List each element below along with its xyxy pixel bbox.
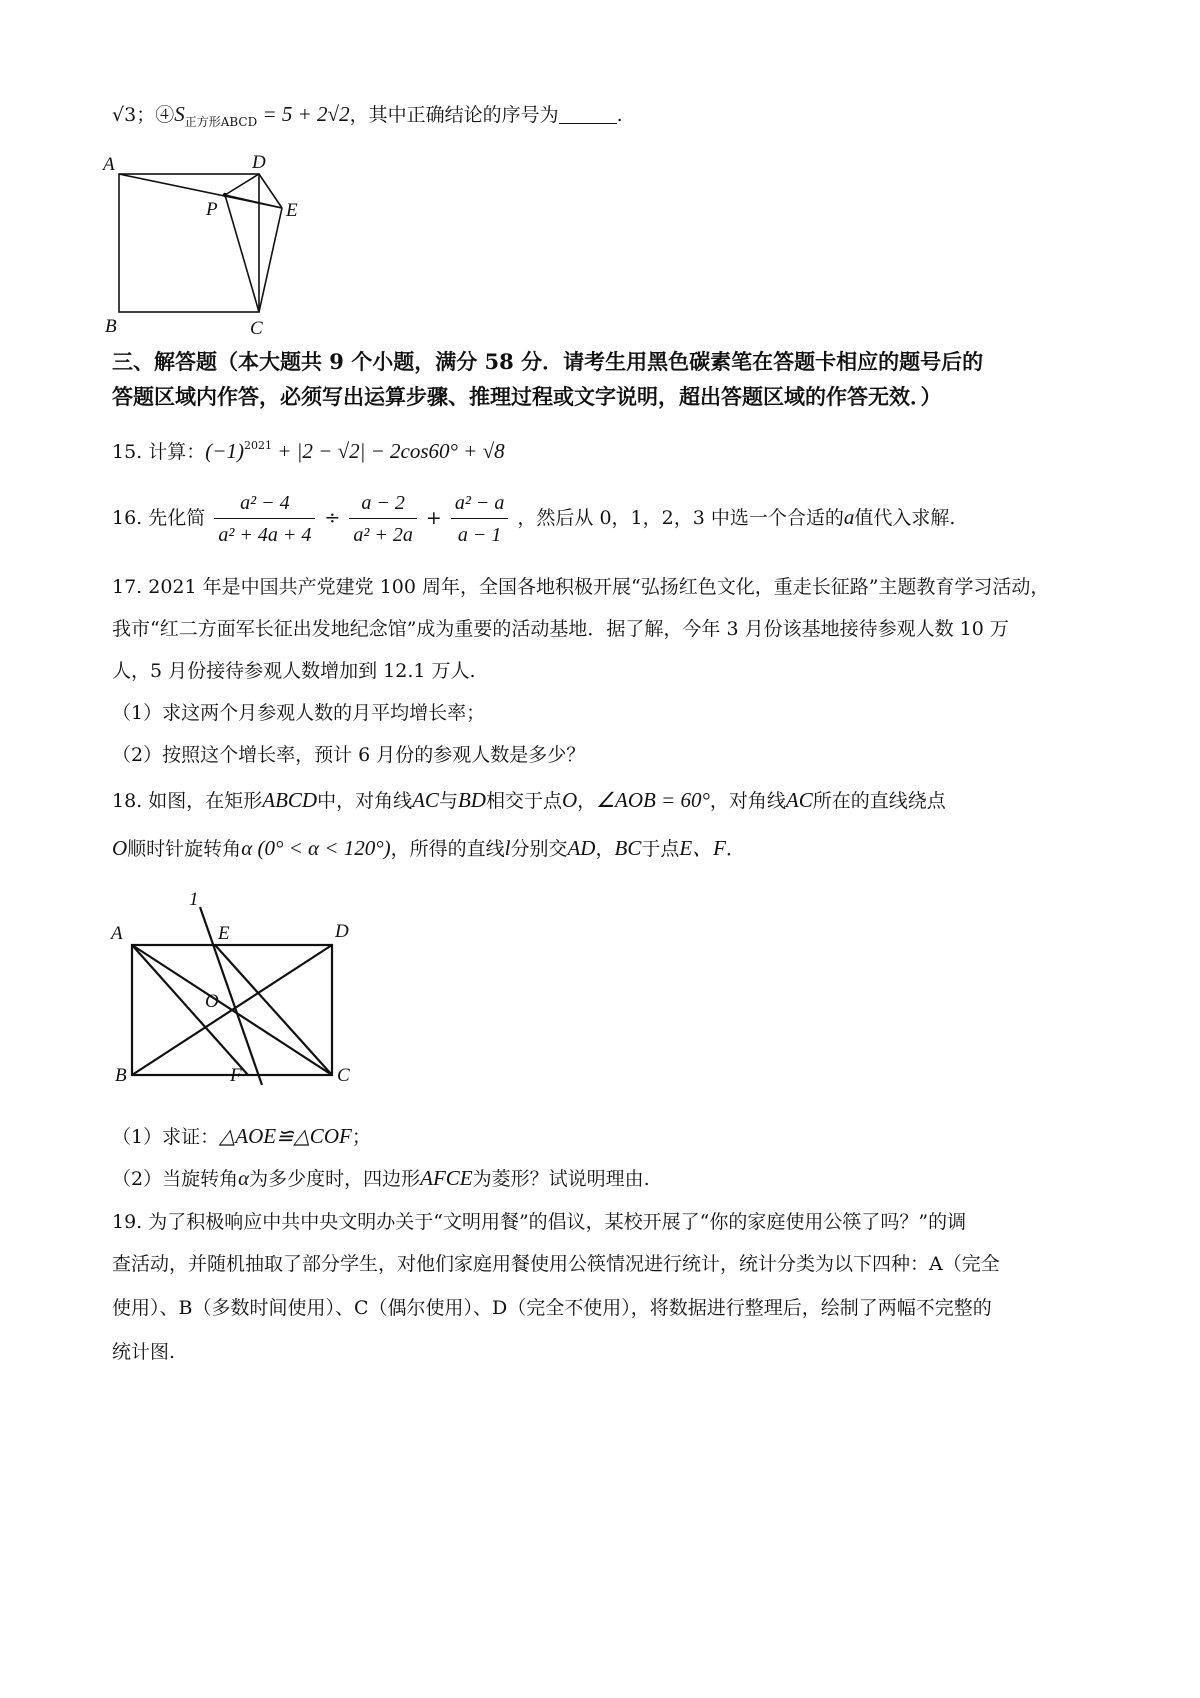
q18-part2: [112, 1164, 1102, 1193]
q16-fraction-3: [451, 490, 509, 548]
q18-point-o: O: [112, 836, 128, 860]
q18-text: 相交于点: [485, 790, 562, 812]
fig2-label-o: O: [205, 991, 219, 1012]
q18-part1-text: （1）求证：: [112, 1126, 220, 1148]
q17-line1: 17. 2021 年是中国共产党建党 100 周年，全国各地积极开展“弘扬红色文化，重走长征路”主题教育学习活动，: [112, 576, 1050, 598]
q15-expr-rest: + |2 − √2| − 2cos60° + √8: [271, 439, 505, 463]
q19-line3: 使用）、B（多数时间使用）、C（偶尔使用）、D（完全不使用），将数据进行整理后，绘制了两幅不完整的: [112, 1297, 992, 1319]
q18-angle-alpha: α: [238, 1166, 250, 1190]
fig2-label-a: A: [111, 923, 123, 944]
square-abcd: [119, 174, 259, 312]
fig1-label-d: D: [252, 152, 266, 173]
q17-part2: （2）按照这个增长率，预计 6 月份的参观人数是多少？: [112, 744, 586, 766]
fig2-label-e: E: [218, 923, 230, 944]
q16-fraction-3-numerator: a² − a: [451, 490, 509, 519]
q18-points-ef: E、F: [679, 836, 727, 860]
q14-lead: √3；④: [112, 104, 175, 126]
q16-fraction-3-denominator: a − 1: [457, 524, 502, 546]
q18-part2-end: 为菱形？试说明理由.: [472, 1168, 650, 1190]
fig2-label-d: D: [335, 921, 349, 942]
q14-question-text: ，其中正确结论的序号为: [349, 104, 559, 126]
q16-fraction-2-denominator: a² + 2a: [353, 524, 413, 546]
q18-diagonal-ac: AC: [785, 788, 813, 812]
q14-answer-blank[interactable]: [559, 105, 617, 124]
q16-prefix: 先化简: [148, 507, 206, 529]
q15-number: 15.: [112, 441, 143, 463]
q16-fraction-1-denominator: a² + 4a + 4: [218, 524, 312, 546]
q18-text: ，: [577, 790, 597, 812]
q19-line1: 19. 为了积极响应中共中央文明办关于“文明用餐”的倡议，某校开展了“你的家庭使用公筷了吗？”的调: [112, 1211, 967, 1233]
q16-suffix: ，然后从 0，1，2，3 中选一个合适的: [517, 507, 844, 529]
q14-area-equation: = 5 + 2√2: [257, 102, 350, 126]
q16-number: 16.: [112, 507, 143, 529]
q19-line4: 统计图.: [112, 1341, 176, 1363]
fig2-label-l: 1: [189, 889, 199, 910]
figure-square-abcd: [95, 148, 335, 338]
q17-line2: 我市“红二方面军长征出发地纪念馆”成为重要的活动基地．据了解，今年 3 月份该基地接待参观人数 10 万: [112, 618, 1009, 640]
q18-text: 与: [438, 790, 458, 812]
fig1-label-p: P: [206, 199, 218, 220]
q17-part1: （1）求这两个月参观人数的月平均增长率；: [112, 702, 486, 724]
fig2-label-c: C: [337, 1065, 350, 1086]
q18-point-o: O: [561, 788, 578, 812]
q15-expr-base: (−1): [205, 439, 244, 463]
q18-text: 中，对角线: [317, 790, 413, 812]
q14-conclusion-line: [112, 100, 1102, 136]
q16-fraction-2: [349, 490, 417, 548]
q14-end-period: .: [616, 104, 623, 126]
q16-line: [112, 488, 1102, 548]
q18-side-bc: BC: [614, 836, 642, 860]
q18-text: 于点: [641, 838, 680, 860]
q19-line2: 查活动，并随机抽取了部分学生，对他们家庭用餐使用公筷情况进行统计，统计分类为以下四种：A（完全: [112, 1253, 1000, 1275]
q16-divide-sign: ÷: [324, 507, 341, 529]
q16-plus-sign: +: [425, 507, 442, 529]
section3-heading-line2: 答题区域内作答，必须写出运算步骤、推理过程或文字说明，超出答题区域的作答无效．）: [112, 384, 942, 409]
q18-diagonal-bd: BD: [457, 788, 486, 812]
q15-expr-exponent: 2021: [243, 439, 272, 452]
q18-text: ，: [595, 838, 615, 860]
q18-part2-text: 为多少度时，四边形: [249, 1168, 421, 1190]
q18-text: ，所得的直线: [390, 838, 505, 860]
q16-fraction-2-numerator: a − 2: [349, 490, 417, 519]
fig1-label-e: E: [286, 200, 298, 221]
q15-line: [112, 432, 1102, 466]
q16-variable: a: [843, 505, 855, 529]
fig1-label-c: C: [250, 318, 263, 338]
q18-line2: [112, 834, 1102, 863]
q18-line1: [112, 786, 1102, 815]
fig1-label-b: B: [105, 316, 117, 337]
q18-part1: [112, 1122, 1102, 1151]
q18-rotation-range: α (0° < α < 120°): [241, 836, 391, 860]
fig1-label-a: A: [103, 154, 115, 175]
q18-side-ad: AD: [567, 836, 596, 860]
q18-text: 所在的直线绕点: [812, 790, 946, 812]
q18-text: ，对角线: [709, 790, 786, 812]
fig2-label-f: F: [230, 1065, 242, 1086]
q18-angle-aob: ∠AOB = 60°: [596, 788, 710, 812]
q18-rect-name: ABCD: [262, 788, 318, 812]
figure-rectangle-abcd: [105, 885, 375, 1105]
q18-line-l: l: [504, 836, 511, 860]
q18-quad-afce: AFCE: [420, 1166, 473, 1190]
q18-text: 分别交: [510, 838, 568, 860]
q18-text: 顺时针旋转角: [127, 838, 242, 860]
q14-area-subscript: 正方形ABCD: [184, 115, 258, 129]
q18-diagonal-ac: AC: [412, 788, 439, 812]
q14-area-symbol: S: [174, 102, 185, 126]
fig2-label-b: B: [115, 1065, 127, 1086]
q18-congruence: △AOE≌△COF: [219, 1124, 352, 1148]
q18-text: 18. 如图，在矩形: [112, 790, 263, 812]
q18-part1-end: ；: [351, 1126, 371, 1148]
q17-line3: 人，5 月份接待参观人数增加到 12.1 万人.: [112, 660, 476, 682]
section3-heading-line1: 三、解答题（本大题共 9 个小题，满分 58 分．请考生用黑色碳素笔在答题卡相应的题号后的: [112, 349, 984, 374]
q18-part2-text: （2）当旋转角: [112, 1168, 239, 1190]
q16-suffix-end: 值代入求解.: [854, 507, 956, 529]
q15-prefix: 计算：: [148, 441, 206, 463]
q16-fraction-1: [214, 490, 315, 548]
q18-text: ．: [726, 838, 746, 860]
q16-fraction-1-numerator: a² − 4: [214, 490, 315, 519]
